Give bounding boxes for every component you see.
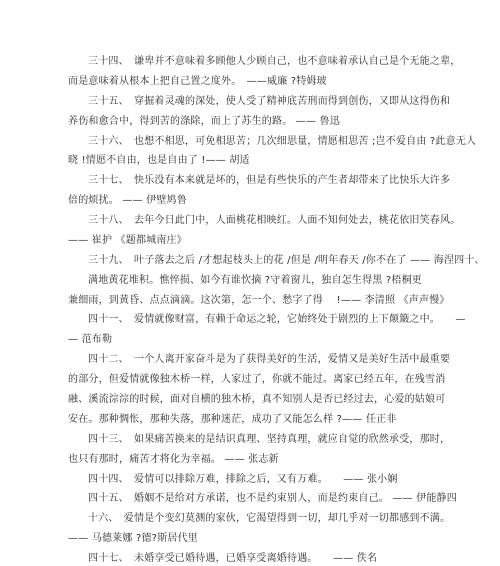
text-line: 满地黄花堆积。憔悴损、如今有谁忺摘 ?守着窗儿，独自怎生得黑 ?梧桐更 bbox=[88, 274, 422, 286]
text-line: 融、溪流淙淙的时候，面对自横的独木桥，真不知别人是否已经过去，心爱的姑娘可 bbox=[68, 394, 446, 405]
text-line: 四十一、 爱情就像财富，有赖于命运之轮，它始终处于剧烈的上下颠簸之中。 — bbox=[88, 314, 466, 326]
text-line: 三十七、 快乐没有本来就是坏的，但是有些快乐的产生者却带来了比快乐大许多 bbox=[88, 175, 451, 187]
text-line: 三十八、 去年今日此门中，人面桃花相映红。人面不知何处去，桃花依旧笑春风。 bbox=[88, 215, 461, 226]
text-line: 四十三、 如果痛苦换来的是结识真理、坚持真理，就应自觉的欣然承受，那时， bbox=[88, 433, 451, 445]
text-line: —— 马德莱娜 ?德?斯居代里 bbox=[68, 533, 198, 545]
text-line: 四十四、 爱情可以排除万难，排除之后，又有万难。 —— 张小娴 bbox=[88, 473, 398, 485]
text-line: 安在。那种惆怅，那种失落，那种迷茫，成功了又能怎么样 ?—— 任正非 bbox=[68, 413, 397, 425]
text-line: 兼细雨，到黄昏、点点滴滴。这次第，怎一个、愁字了得 !—— 李清照 《声声慢》 bbox=[68, 294, 450, 306]
text-line: 十六、 爱情是个变幻莫测的家伙，它渴望得到一切，却几乎对一切都感到不满。 bbox=[88, 513, 451, 525]
text-line: 三十九、 叶子落去之后 /才想起枝头上的花 /但是 /明年春天 /你不在了 —— 海涅四十、 bbox=[88, 254, 485, 266]
text-line: 三十四、 谦卑并不意味着多顾他人少顾自己，也不意味着承认自己是个无能之辈， bbox=[88, 56, 461, 67]
text-line: 三十五、 穿掘着灵魂的深处，使人受了精神底苦刑而得到创伤，又即从这得伤和 bbox=[88, 95, 451, 107]
text-line: 的部分，但爱情就像独木桥一样，人家过了，你就不能过。离家已经五年，在残雪消 bbox=[68, 374, 446, 386]
text-line: 倍的烦扰。 —— 伊壁鸠鲁 bbox=[68, 195, 187, 207]
text-line: 而是意味着从根本上把自己置之度外。 ——威廉 ?特姆玻 bbox=[68, 75, 327, 87]
text-line: 四十二、 一个人离开家奋斗是为了获得美好的生活，爱情又是美好生活中最重要 bbox=[88, 354, 451, 366]
text-line: 四十七、 未婚享受已婚待遇，已婚享受离婚待遇。 —— 佚名 bbox=[88, 553, 378, 564]
text-line: 四十五、 婚姻不是给对方承诺，也不是约束别人，而是约束自己。 —— 伊能静四 bbox=[88, 493, 457, 505]
text-line: —— 崔护 《题都城南庄》 bbox=[68, 234, 187, 246]
text-line: 晓 !情愿不自由，也是自由了 !—— 胡适 bbox=[68, 155, 250, 167]
text-line: 三十六、 也想不相思，可免相思苦；几次细思量，情愿相思苦 ;岂不爱自由 ?此意无人 bbox=[88, 135, 477, 147]
text-line: — 范布勒 bbox=[68, 334, 113, 346]
text-line: 养伤和愈合中，得到苦的涤除，而上了苏生的路。 —— 鲁迅 bbox=[68, 115, 340, 127]
text-line: 也只有那时，痛苦才将化为幸福。 —— 张志新 bbox=[68, 453, 279, 465]
